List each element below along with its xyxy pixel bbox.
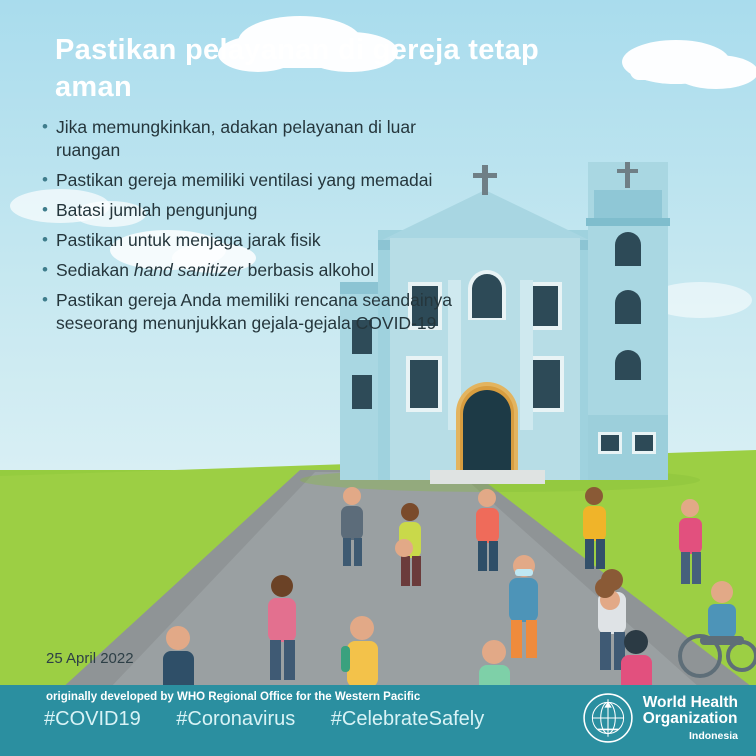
bullet-list: [34, 116, 454, 342]
page-title: Pastikan pelayanan di gereja tetap aman: [55, 34, 540, 103]
who-country: Indonesia: [688, 729, 738, 742]
bullet-dot-icon: •: [42, 260, 48, 279]
bullet-text-after: berbasis alkohol: [242, 260, 375, 280]
bullet-text: Pastikan untuk menjaga jarak fisik: [56, 230, 321, 250]
hashtag-row: [44, 708, 514, 731]
bullet-text-sanitizer: [56, 259, 374, 282]
who-emblem-icon: [582, 692, 634, 744]
list-item: [34, 199, 454, 222]
bullet-text-before: Sediakan: [56, 260, 134, 280]
hashtag-coronavirus: #Coronavirus: [176, 708, 296, 730]
date-stamp: 25 April 2022: [46, 650, 134, 667]
bullet-text: Batasi jumlah pengunjung: [56, 200, 258, 220]
list-item: [34, 229, 454, 252]
list-item: [34, 289, 454, 335]
hashtag-covid19: #COVID19: [44, 708, 141, 730]
bullet-text: Jika memungkinkan, adakan pelayanan di luar ruangan: [56, 117, 416, 160]
who-name-line1: World Health: [642, 693, 738, 711]
bullet-text: Pastikan gereja memiliki ventilasi yang memadai: [56, 170, 433, 190]
list-item: [34, 259, 454, 282]
footer-credit: originally developed by WHO Regional Office for the Western Pacific: [46, 691, 421, 703]
bullet-dot-icon: •: [42, 290, 48, 309]
bullet-text-italic: hand sanitizer: [133, 260, 243, 280]
bullet-dot-icon: •: [42, 230, 48, 249]
list-item: [34, 169, 454, 192]
bullet-dot-icon: •: [42, 200, 48, 219]
bullet-text: Pastikan gereja Anda memiliki rencana seandainya seseorang menunjukkan gejala-gejala COVID-19: [56, 290, 452, 333]
hashtag-celebratesafely: #CelebrateSafely: [330, 708, 485, 730]
bullet-dot-icon: •: [42, 170, 48, 189]
who-logo-block: [582, 692, 738, 744]
list-item: [34, 116, 454, 162]
who-name-line2: Organization: [642, 709, 738, 727]
bullet-dot-icon: •: [42, 117, 48, 136]
